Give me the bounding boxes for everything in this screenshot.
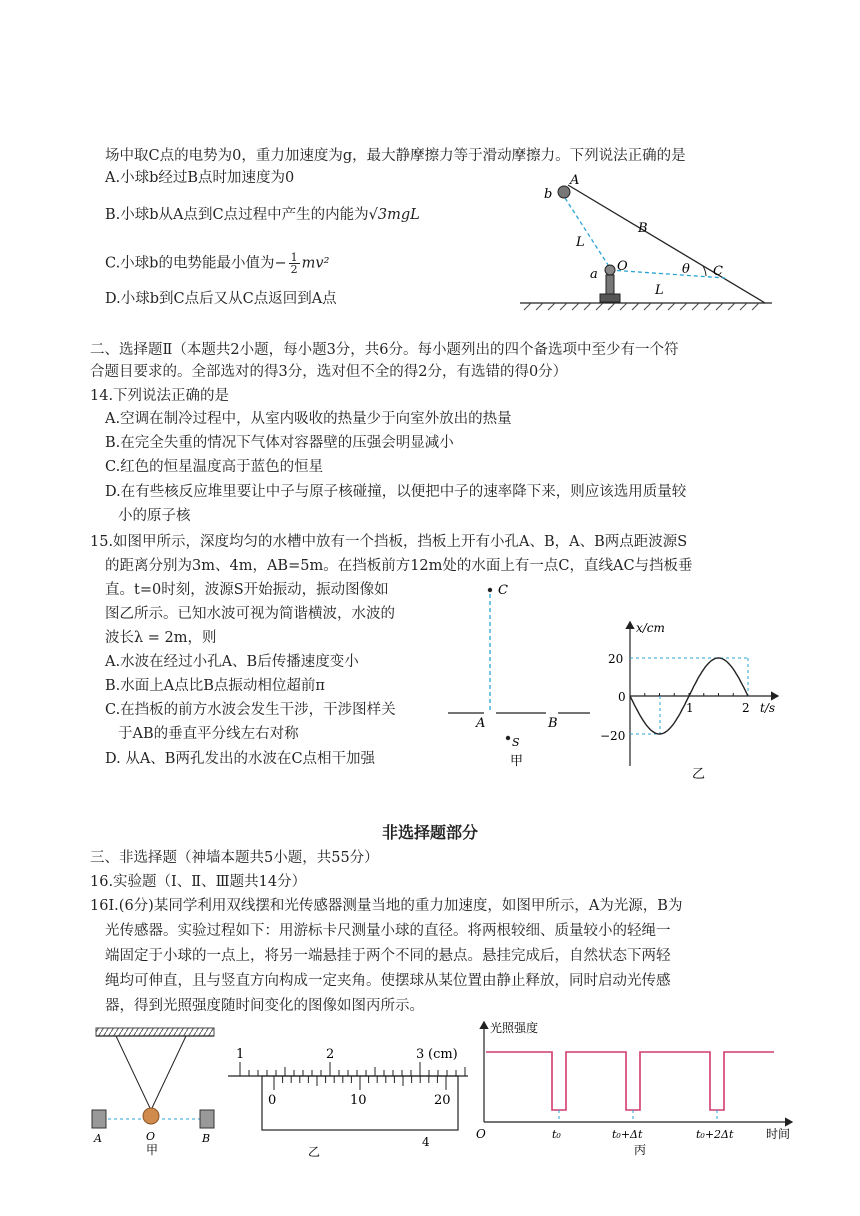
intensity-curve	[486, 1052, 774, 1110]
y-tick-0: 0	[618, 690, 626, 704]
x-axis-label: 时间	[766, 1127, 791, 1141]
y-axis-label: 光照强度	[490, 1021, 539, 1035]
label-s: S	[512, 736, 520, 749]
dashed-line-ao	[565, 198, 610, 268]
x-tick-2: 2	[742, 701, 750, 715]
point-c	[488, 588, 492, 592]
section2-line2: 合题目要求的。全部选对的得3分，选对但不全的得2分，有选错的得0分）	[90, 364, 568, 380]
caption-yi: 乙	[308, 1145, 321, 1159]
section3-heading: 三、非选择题（神墙本题共5小题，共55分）	[90, 850, 379, 866]
q15-line5: 波长λ = 2m，则	[105, 630, 217, 646]
t0-label: t₀	[552, 1128, 561, 1141]
ceiling	[96, 1028, 214, 1036]
string-right	[152, 1036, 186, 1108]
q14-option-c: C.红色的恒星温度高于蓝色的恒星	[105, 459, 324, 475]
q13-option-b	[105, 205, 420, 225]
q16-pendulum-figure	[86, 1024, 226, 1164]
q13-option-c	[105, 252, 329, 275]
main-scale-ticks	[240, 1062, 472, 1076]
y-tick-20: 20	[608, 652, 624, 666]
q14-option-b: B.在完全失重的情况下气体对容器壁的压强会明显减小	[105, 435, 454, 451]
q16-light-chart	[470, 1018, 800, 1168]
q13-stem-tail: 场中取C点的电势为0，重力加速度为g，最大静摩擦力等于滑动摩擦力。下列说法正确的是	[105, 148, 686, 164]
fraction-denominator: 2	[290, 263, 298, 276]
q16-line3: 端固定于小球的一点上，将另一端悬挂于两个不同的悬点。悬挂完成后，自然状态下两轻	[105, 948, 671, 964]
vernier-label-0: 0	[268, 1093, 277, 1108]
label-c: C	[713, 264, 723, 279]
label-a: A	[476, 716, 486, 731]
label-l-slant: L	[576, 235, 585, 250]
pendulum-ball	[143, 1108, 159, 1124]
vernier-label-10: 10	[350, 1093, 367, 1108]
q15-option-c-line1: C.在挡板的前方水波会发生干涉，干涉图样关	[105, 702, 396, 718]
label-b: B	[202, 1132, 211, 1145]
label-a-ball: a	[590, 267, 598, 282]
q16-heading: 16.实验题（Ⅰ、Ⅱ、Ⅲ题共14分）	[90, 874, 307, 890]
q16-line1: 16Ⅰ.(6分)某同学利用双线摆和光传感器测量当地的重力加速度，如图甲所示，A为光源，B为	[90, 898, 683, 914]
q13-option-b-text: B.小球b从A点到C点过程中产生的内能为	[105, 207, 369, 223]
q14-stem: 14.下列说法正确的是	[90, 388, 230, 404]
label-l-horizontal: L	[655, 283, 664, 298]
origin-label: O	[476, 1127, 486, 1141]
support-post	[606, 275, 614, 295]
ball-a	[605, 265, 615, 275]
q16-vernier-figure	[222, 1040, 472, 1160]
unit-label: (cm)	[428, 1047, 458, 1062]
x-tick-1: 1	[686, 701, 694, 715]
support-base	[600, 294, 620, 302]
y-axis-label: x/cm	[636, 621, 665, 635]
ground-hatch	[524, 303, 759, 310]
x-axis-label: t/s	[760, 701, 776, 715]
label-o: O	[146, 1130, 156, 1143]
string-left	[116, 1036, 150, 1108]
label-a: A	[94, 1132, 102, 1145]
q13-option-a: A.小球b经过B点时加速度为0	[105, 170, 295, 186]
q16-line4: 绳均可伸直，且与竖直方向构成一定夹角。使摆球从某位置由静止释放，同时启动光传感	[105, 973, 671, 989]
t2-label: t₀+2Δt	[696, 1128, 734, 1141]
q13-option-c-text: C.小球b的电势能最小值为−	[105, 255, 287, 272]
q15-option-c-line2: 于AB的垂直平分线左右对称	[118, 726, 299, 742]
caption-jia: 甲	[146, 1143, 159, 1157]
q13-incline-figure	[510, 170, 780, 320]
side-label: 4	[422, 1135, 430, 1149]
point-s	[506, 736, 510, 740]
fraction-numerator: 1	[290, 251, 298, 264]
q14-option-d-line1: D.在有些核反应堆里要让中子与原子核碰撞，以便把中子的速率降下来，则应该选用质量较	[105, 484, 687, 500]
q13-option-b-expr: √3mgL	[368, 207, 420, 223]
q16-line5: 器，得到光照强度随时间变化的图像如图丙所示。	[105, 998, 424, 1014]
light-sensor	[200, 1110, 214, 1128]
caption-bing: 丙	[634, 1143, 647, 1157]
ball-b	[558, 186, 570, 198]
main-label-2: 2	[326, 1047, 335, 1062]
q13-option-d: D.小球b到C点后又从C点返回到A点	[105, 291, 337, 307]
q13-option-c-fraction	[289, 252, 300, 275]
incline-line	[568, 185, 765, 303]
q15-line3: 直。t=0时刻，波源S开始振动，振动图像如	[105, 582, 389, 598]
y-tick-neg20: −20	[600, 729, 626, 743]
q15-line1: 15.如图甲所示，深度均匀的水槽中放有一个挡板，挡板上开有小孔A、B，A、B两点距波源S	[90, 534, 688, 550]
q15-line2: 的距离分别为3m、4m，AB=5m。在挡板前方12m处的水面上有一点C，直线AC与挡板垂	[105, 558, 693, 574]
caption-yi: 乙	[692, 767, 706, 782]
q15-line4: 图乙所示。已知水波可视为简谐横波，水波的	[105, 606, 395, 622]
q15-option-b: B.水面上A点比B点振动相位超前π	[105, 678, 325, 694]
q14-option-d-line2: 小的原子核	[118, 508, 191, 524]
t1-label: t₀+Δt	[612, 1128, 643, 1141]
label-c: C	[498, 583, 508, 598]
label-theta: θ	[682, 262, 690, 277]
q15-wave-chart	[600, 616, 790, 786]
q13-option-c-expr: mv²	[301, 255, 330, 272]
caption-jia: 甲	[510, 754, 524, 769]
label-o: O	[617, 259, 628, 274]
vernier-scale-ticks	[274, 1076, 446, 1090]
light-source	[92, 1110, 106, 1128]
q15-barrier-figure	[440, 580, 600, 770]
main-label-1: 1	[236, 1047, 245, 1062]
part-title: 非选择题部分	[381, 823, 478, 842]
main-label-3: 3	[416, 1047, 425, 1062]
section2-line1: 二、选择题Ⅱ（本题共2小题，每小题3分，共6分。每小题列出的四个备选项中至少有一个符	[90, 342, 679, 358]
q15-option-a: A.水波在经过小孔A、B后传播速度变小	[105, 654, 359, 670]
label-b: B	[548, 716, 558, 731]
label-a-point: A	[570, 173, 580, 188]
label-b-ball: b	[544, 187, 553, 202]
vernier-label-20: 20	[434, 1093, 451, 1108]
q15-option-d: D. 从A、B两孔发出的水波在C点相干加强	[105, 751, 376, 767]
q16-line2: 光传感器。实验过程如下：用游标卡尺测量小球的直径。将两根较细、质量较小的轻绳一	[105, 923, 671, 939]
q14-option-a: A.空调在制冷过程中，从室内吸收的热量少于向室外放出的热量	[105, 411, 512, 427]
label-b-point: B	[638, 221, 648, 236]
